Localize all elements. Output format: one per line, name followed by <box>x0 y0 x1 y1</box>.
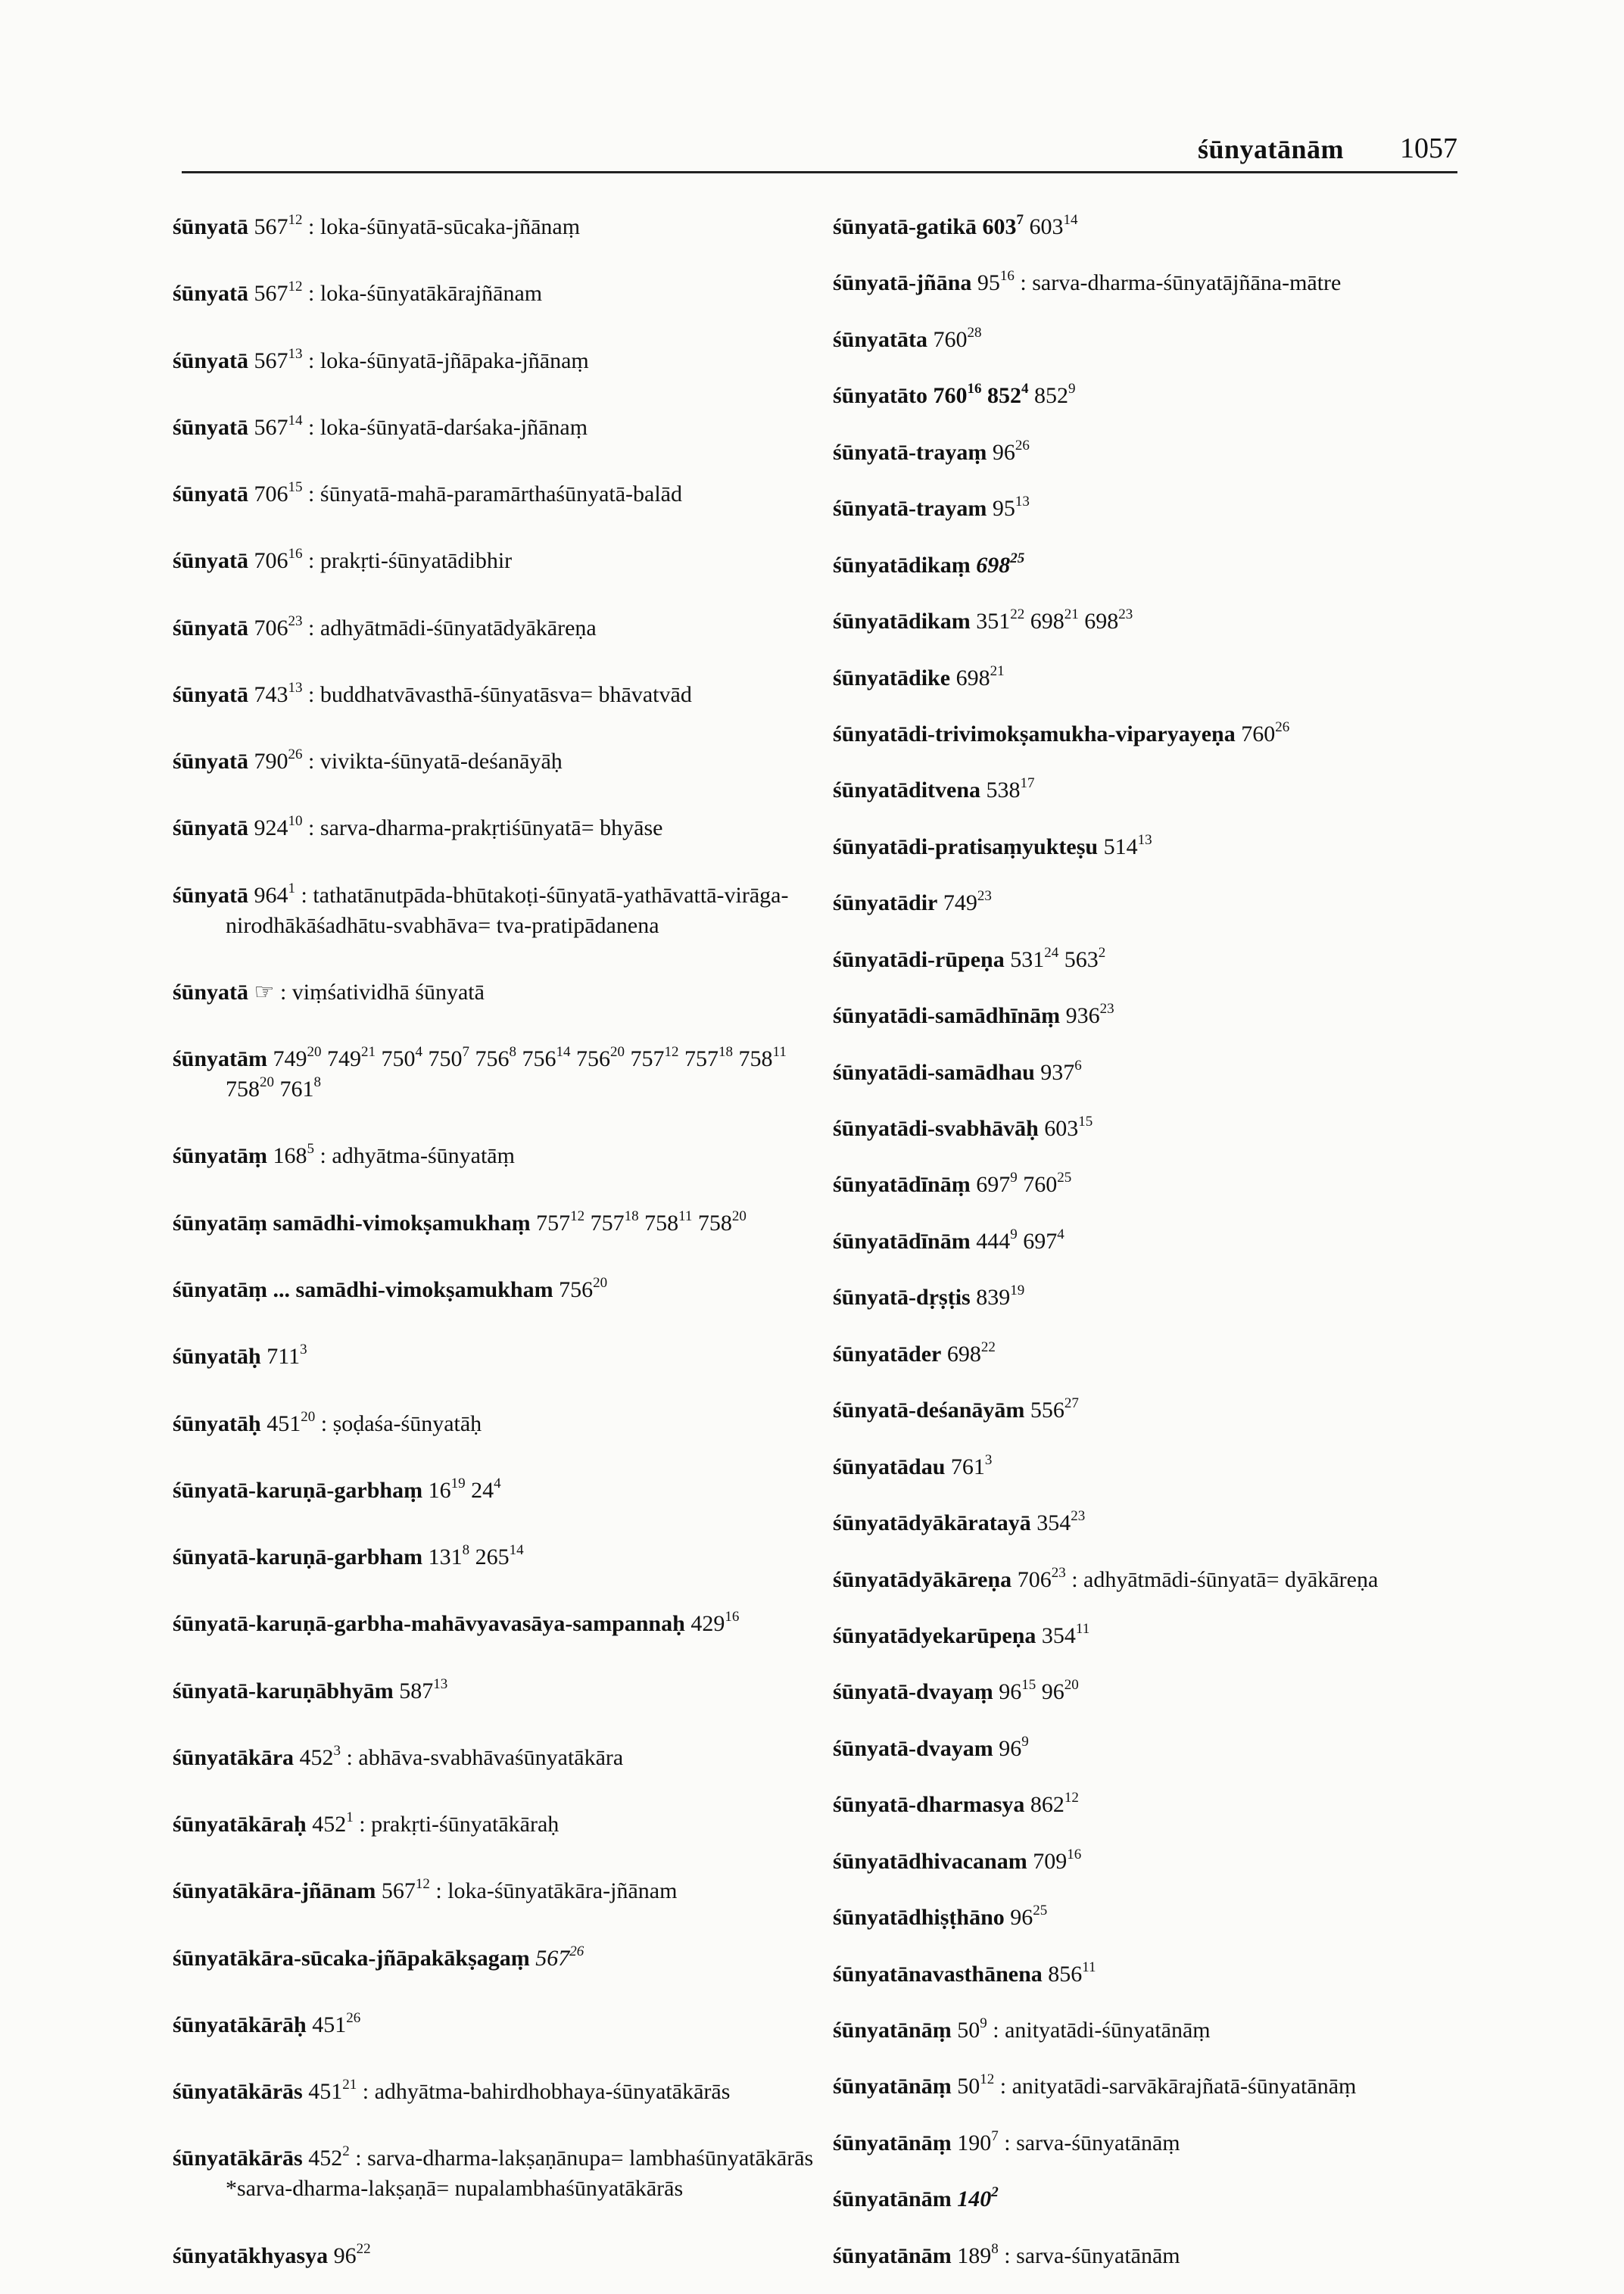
entry-separator: : <box>302 615 320 641</box>
entry-references: $96^{22}$ <box>333 2240 371 2268</box>
entry-headword: śūnyatā <box>173 681 249 707</box>
entry-headword: śūnyatā-trayam <box>833 496 987 522</box>
index-entry <box>833 719 1469 750</box>
entry-references: $937^6$ <box>1040 1057 1082 1085</box>
entry-references: $706^{23}$ <box>254 612 303 641</box>
entry-headword: śūnyatādi-pratisaṃyukteṣu <box>833 834 1099 859</box>
entry-gloss: loka-śūnyatākārajñānam <box>320 281 543 307</box>
entry-references: $567^{12}$ <box>254 279 303 307</box>
entry-references: $451^{20}$ <box>267 1408 316 1436</box>
entry-headword: śūnyatādīnāṃ <box>833 1172 971 1198</box>
index-entry <box>173 813 839 843</box>
entry-references: $190^7$ <box>957 2127 999 2155</box>
entry-gloss: loka-śūnyatā-jñāpaka-jñānaṃ <box>320 348 589 373</box>
entry-separator: : <box>998 2243 1017 2268</box>
entry-gloss: adhyātmādi-śūnyatā= dyākāreṇa <box>1083 1566 1379 1592</box>
index-entry <box>833 212 1469 242</box>
entry-references: $964^1$ <box>254 880 296 908</box>
entry-references: $709^{16}$ <box>1033 1846 1082 1874</box>
index-entry <box>173 881 839 941</box>
entry-references: $538^{17}$ <box>986 775 1035 803</box>
entry-references: ☞ <box>254 979 275 1005</box>
index-entry <box>833 1114 1469 1144</box>
entry-headword: śūnyatā-dvayaṃ <box>833 1679 993 1705</box>
index-entry <box>173 1342 839 1372</box>
index-entry <box>173 1609 839 1639</box>
entry-references: $567^{12}$ <box>254 212 303 239</box>
entry-headword: śūnyatākārāḥ <box>173 2012 307 2037</box>
entry-separator: : <box>1065 1566 1084 1592</box>
entry-references: $749^{20}$ $749^{21}$ $750^4$ $750^7$ $756^8$ $756^{14}$ $756^{20}$ $757^{12}$ $757^{18}$ $758^{11}$ $758^{20}$ $761^8$ <box>226 1044 787 1102</box>
entry-headword: śūnyatāḥ <box>173 1410 261 1436</box>
index-entry <box>833 2015 1469 2046</box>
entry-references: $757^{12}$ $757^{18}$ $758^{11}$ $758^{20}$ <box>536 1208 747 1236</box>
index-entry <box>173 546 839 576</box>
entry-headword: śūnyatānavasthānena <box>833 1961 1043 1987</box>
entry-headword: śūnyatā <box>173 348 249 373</box>
entry-headword: śūnyatādi-samādhau <box>833 1059 1035 1085</box>
entry-gloss: sarva-śūnyatānām <box>1016 2243 1180 2268</box>
entry-references: $706^{15}$ <box>254 479 303 507</box>
entry-references: $452^2$ <box>308 2143 350 2171</box>
entry-separator: : <box>998 2130 1017 2155</box>
entry-headword: śūnyatā <box>173 414 249 440</box>
index-entry <box>173 1676 839 1706</box>
index-entry <box>173 346 839 376</box>
entry-headword: śūnyatā-dṛṣṭis <box>833 1285 971 1311</box>
entry-references: $452^3$ <box>299 1742 341 1770</box>
entry-references: $587^{13}$ <box>399 1675 448 1703</box>
entry-references: $749^{23}$ <box>943 888 992 916</box>
entry-headword: śūnyatānām <box>833 2243 952 2268</box>
entry-references: $698^{25}$ <box>976 550 1025 578</box>
entry-gloss: anityatādi-śūnyatānāṃ <box>1005 2018 1211 2043</box>
index-entry <box>173 1208 839 1239</box>
entry-headword: śūnyatādi-svabhāvāḥ <box>833 1116 1039 1141</box>
index-entry <box>173 212 839 242</box>
entry-gloss: ṣoḍaśa-śūnyatāḥ <box>332 1410 482 1436</box>
entry-separator: : <box>357 2079 375 2105</box>
index-entry <box>833 1903 1469 1933</box>
entry-gloss: sarva-dharma-lakṣaṇānupa= lambhaśūnyatākārās *sarva-dharma-lakṣaṇā= nupalambhaśūnyatākārās <box>226 2146 814 2202</box>
entry-references: $711^3$ <box>267 1342 307 1370</box>
index-entry <box>833 381 1469 411</box>
entry-references: $95^{16}$ <box>977 268 1015 296</box>
right-column <box>833 212 1469 2271</box>
entry-headword: śūnyatādīnām <box>833 1228 971 1254</box>
index-entry <box>833 1001 1469 1031</box>
entry-references: $760^{16}$ $852^4$ $852^9$ <box>933 381 1076 409</box>
entry-headword: śūnyatā <box>173 749 249 775</box>
entry-references: $603^7$ $603^{14}$ <box>982 212 1078 239</box>
entry-references: $567^{26}$ <box>535 1943 584 1971</box>
entry-references: $351^{22}$ $698^{21}$ $698^{23}$ <box>976 606 1133 634</box>
entry-headword: śūnyatāṃ ... samādhi-vimokṣamukham <box>173 1276 553 1302</box>
entry-headword: śūnyatā-dharmasya <box>833 1792 1025 1818</box>
entry-headword: śūnyatā-karuṇābhyām <box>173 1678 394 1703</box>
index-entry <box>833 1847 1469 1877</box>
entry-headword: śūnyatādikam <box>833 609 971 634</box>
entry-headword: śūnyatā <box>173 281 249 307</box>
entry-headword: śūnyatānāṃ <box>833 2130 952 2155</box>
index-entry <box>833 325 1469 355</box>
entry-headword: śūnyatāto <box>833 383 928 409</box>
entry-headword: śūnyatāṃ <box>173 1143 268 1169</box>
entry-headword: śūnyatādi-trivimokṣamukha-viparyayeṇa <box>833 721 1236 746</box>
entry-headword: śūnyatādhivacanam <box>833 1848 1027 1874</box>
index-entry <box>833 888 1469 918</box>
entry-references: $936^{23}$ <box>1065 1001 1114 1029</box>
entry-separator: : <box>1014 270 1033 296</box>
entry-gloss: prakṛti-śūnyatākāraḥ <box>371 1812 560 1837</box>
entry-gloss: buddhatvāvasthā-śūnyatāsva= bhāvatvād <box>320 681 692 707</box>
entry-separator: : <box>341 1744 359 1770</box>
index-entry <box>173 413 839 443</box>
entry-headword: śūnyatā-gatikā <box>833 214 977 239</box>
entry-headword: śūnyatā-karuṇā-garbha-mahāvyavasāya-sampannaḥ <box>173 1611 685 1637</box>
entry-headword: śūnyatādyākāreṇa <box>833 1566 1012 1592</box>
entry-references: $96^{26}$ <box>992 437 1030 465</box>
entry-headword: śūnyatānāṃ <box>833 2018 952 2043</box>
left-column <box>173 212 839 2271</box>
entry-headword: śūnyatā-karuṇā-garbham <box>173 1544 423 1570</box>
index-entry <box>173 2143 839 2204</box>
index-entry <box>173 1943 839 1974</box>
entry-separator: : <box>429 1878 448 1904</box>
entry-headword: śūnyatā-jñāna <box>833 270 972 296</box>
entry-references: $743^{13}$ <box>254 679 303 707</box>
entry-gloss: śūnyatā-mahā-paramārthaśūnyatā-balād <box>320 482 682 507</box>
entry-gloss: sarva-dharma-prakṛtiśūnyatā= bhyāse <box>320 815 663 841</box>
entry-references: $16^{19}$ $24^4$ <box>428 1475 501 1503</box>
index-entry <box>833 1226 1469 1257</box>
entry-references: $698^{21}$ <box>955 662 1005 690</box>
index-entry <box>833 1283 1469 1313</box>
entry-references: $140^2$ <box>957 2184 999 2212</box>
entry-references: $761^3$ <box>950 1451 993 1479</box>
index-entry <box>833 1452 1469 1482</box>
index-entry <box>173 1743 839 1773</box>
index-entry <box>833 1565 1469 1595</box>
entry-headword: śūnyatāder <box>833 1341 942 1367</box>
entry-headword: śūnyatāḥ <box>173 1344 261 1370</box>
index-entry <box>833 1790 1469 1820</box>
entry-gloss: viṃśatividhā śūnyatā <box>291 979 485 1005</box>
index-entry <box>173 1542 839 1572</box>
entry-separator: : <box>302 815 320 841</box>
entry-separator: : <box>315 1410 333 1436</box>
index-entry <box>173 977 839 1008</box>
entry-references: $50^9$ <box>957 2015 987 2043</box>
entry-headword: śūnyatādikaṃ <box>833 552 971 578</box>
entry-headword: śūnyatā <box>173 482 249 507</box>
entry-references: $856^{11}$ <box>1048 1959 1096 1987</box>
entry-references: $756^{20}$ <box>559 1274 608 1302</box>
index-entry <box>833 832 1469 862</box>
entry-separator: : <box>987 2018 1005 2043</box>
entry-separator: : <box>302 482 320 507</box>
entry-references: $354^{11}$ <box>1041 1620 1090 1648</box>
entry-gloss: prakṛti-śūnyatādibhir <box>320 548 513 574</box>
index-entry <box>833 1508 1469 1538</box>
index-entry <box>833 1170 1469 1200</box>
entry-gloss: adhyātma-bahirdhobhaya-śūnyatākārās <box>374 2079 731 2105</box>
index-entry <box>833 1734 1469 1764</box>
entry-separator: : <box>295 882 313 908</box>
entry-gloss: abhāva-svabhāvaśūnyatākāra <box>358 1744 624 1770</box>
index-entry <box>173 479 839 510</box>
entry-headword: śūnyatā <box>173 882 249 908</box>
index-entry <box>173 746 839 777</box>
entry-headword: śūnyatā <box>173 214 249 239</box>
index-entry <box>833 2184 1469 2215</box>
entry-separator: : <box>353 1812 372 1837</box>
entry-gloss: loka-śūnyatā-darśaka-jñānaṃ <box>320 414 588 440</box>
index-entry <box>833 1058 1469 1088</box>
index-entry <box>173 613 839 644</box>
entry-headword: śūnyatā-dvayam <box>833 1735 993 1761</box>
index-entry <box>833 1677 1469 1707</box>
entry-separator: : <box>302 281 320 307</box>
index-entry <box>173 1876 839 1906</box>
index-entry <box>833 775 1469 806</box>
entry-references: $697^9$ $760^{25}$ <box>976 1170 1072 1198</box>
entry-headword: śūnyatāditvena <box>833 778 981 803</box>
entry-references: $96^{25}$ <box>1010 1903 1048 1931</box>
entry-headword: śūnyatādi-rūpeṇa <box>833 946 1005 972</box>
entry-headword: śūnyatādau <box>833 1454 946 1479</box>
entry-headword: śūnyatākhyasya <box>173 2243 329 2268</box>
entry-gloss: loka-śūnyatā-sūcaka-jñānaṃ <box>320 214 581 239</box>
entry-headword: śūnyatā-trayaṃ <box>833 439 987 465</box>
entry-headword: śūnyatām <box>173 1046 268 1072</box>
entry-separator: : <box>302 414 320 440</box>
entry-references: $567^{13}$ <box>254 345 303 373</box>
entry-headword: śūnyatā-deśanāyām <box>833 1398 1025 1423</box>
index-entry <box>173 2241 839 2271</box>
entry-references: $96^9$ <box>999 1733 1029 1761</box>
entry-separator: : <box>302 548 320 574</box>
entry-separator: : <box>302 749 320 775</box>
index-entry <box>173 2010 839 2040</box>
entry-gloss: vivikta-śūnyatā-deśanāyāḥ <box>320 749 563 775</box>
entry-references: $706^{16}$ <box>254 546 303 574</box>
entry-references: $567^{14}$ <box>254 412 303 440</box>
entry-headword: śūnyatā <box>173 815 249 841</box>
page-header <box>182 98 1457 173</box>
entry-headword: śūnyatādike <box>833 665 951 690</box>
entry-headword: śūnyatākārās <box>173 2146 303 2171</box>
entry-references: $839^{19}$ <box>976 1283 1025 1311</box>
entry-separator: : <box>302 681 320 707</box>
entry-headword: śūnyatādyekarūpeṇa <box>833 1622 1036 1648</box>
entry-references: $514^{13}$ <box>1103 831 1152 859</box>
entry-references: $924^{10}$ <box>254 813 303 841</box>
index-entry <box>833 1621 1469 1651</box>
page-number: 1057 <box>1400 132 1457 164</box>
entry-headword: śūnyatādir <box>833 890 938 916</box>
entry-references: $760^{28}$ <box>933 324 982 352</box>
entry-references: $354^{23}$ <box>1036 1508 1086 1536</box>
entry-headword: śūnyatānām <box>833 2186 952 2212</box>
index-entry <box>173 1476 839 1506</box>
entry-headword: śūnyatākāra-sūcaka-jñāpakākṣagaṃ <box>173 1945 530 1971</box>
entry-headword: śūnyatāta <box>833 326 928 352</box>
index-entry <box>833 1395 1469 1426</box>
entry-references: $96^{15}$ $96^{20}$ <box>999 1677 1079 1705</box>
entry-gloss: sarva-śūnyatānāṃ <box>1016 2130 1180 2155</box>
entry-references: $603^{15}$ <box>1044 1114 1093 1141</box>
entry-headword: śūnyatāṃ samādhi-vimokṣamukhaṃ <box>173 1210 531 1236</box>
entry-gloss: adhyātmādi-śūnyatādyākāreṇa <box>320 615 597 641</box>
entry-references: $451^{26}$ <box>312 2009 361 2037</box>
entry-separator: : <box>274 979 292 1005</box>
entry-references: $862^{12}$ <box>1030 1790 1079 1818</box>
index-entry <box>833 606 1469 637</box>
entry-references: $790^{26}$ <box>254 746 303 775</box>
entry-separator: : <box>302 214 320 239</box>
index-entry <box>173 1275 839 1305</box>
entry-separator: : <box>314 1143 332 1169</box>
index-entry <box>833 945 1469 975</box>
entry-references: $556^{27}$ <box>1030 1395 1079 1423</box>
entry-separator: : <box>349 2146 368 2171</box>
entry-references: $451^{21}$ <box>308 2077 357 2105</box>
entry-references: $760^{26}$ <box>1241 718 1290 746</box>
entry-references: $131^8$ $265^{14}$ <box>428 1542 524 1570</box>
entry-references: $189^8$ <box>957 2240 999 2268</box>
entry-references: $452^1$ <box>312 1809 354 1837</box>
entry-headword: śūnyatā <box>173 615 249 641</box>
index-entry <box>833 1959 1469 1990</box>
entry-gloss: adhyātma-śūnyatāṃ <box>332 1143 515 1169</box>
entry-headword: śūnyatākāra-jñānam <box>173 1878 376 1904</box>
index-entry <box>173 1141 839 1171</box>
entry-headword: śūnyatākāraḥ <box>173 1812 307 1837</box>
entry-references: $50^{12}$ <box>957 2071 995 2099</box>
index-entry <box>833 1339 1469 1370</box>
entry-references: $95^{13}$ <box>992 494 1030 522</box>
entry-gloss: sarva-dharma-śūnyatājñāna-mātre <box>1032 270 1342 296</box>
entry-references: $698^{22}$ <box>946 1339 996 1367</box>
running-head: śūnyatānām <box>1197 134 1344 164</box>
index-entry <box>833 2071 1469 2102</box>
index-entry <box>833 2241 1469 2271</box>
entry-headword: śūnyatā-karuṇā-garbhaṃ <box>173 1477 423 1503</box>
entry-headword: śūnyatādhiṣṭhāno <box>833 1905 1005 1931</box>
entry-references: $429^{16}$ <box>690 1609 740 1637</box>
entry-headword: śūnyatānāṃ <box>833 2074 952 2099</box>
index-entry <box>173 1044 839 1105</box>
entry-separator: : <box>302 348 320 373</box>
index-entry <box>833 550 1469 581</box>
entry-headword: śūnyatā <box>173 548 249 574</box>
index-entry <box>833 2128 1469 2158</box>
entry-gloss: anityatādi-sarvākārajñatā-śūnyatānāṃ <box>1011 2074 1357 2099</box>
entry-gloss: loka-śūnyatākāra-jñānam <box>447 1878 678 1904</box>
index-entry <box>173 2077 839 2107</box>
index-entry <box>833 663 1469 693</box>
entry-gloss: tathatānutpāda-bhūtakoṭi-śūnyatā-yathāvattā-virāga-nirodhākāśadhātu-svabhāva= tva-pratipādanena <box>226 882 789 938</box>
index-entry <box>173 279 839 309</box>
entry-headword: śūnyatā <box>173 979 249 1005</box>
index-entry <box>173 1409 839 1439</box>
index-entry <box>833 268 1469 298</box>
index-entry <box>833 438 1469 468</box>
index-entry <box>173 1809 839 1840</box>
entry-references: $444^9$ $697^4$ <box>976 1226 1064 1254</box>
entry-references: $706^{23}$ <box>1017 1564 1066 1592</box>
entry-headword: śūnyatādyākāratayā <box>833 1510 1031 1536</box>
entry-headword: śūnyatākāra <box>173 1744 295 1770</box>
entry-headword: śūnyatākārās <box>173 2079 303 2105</box>
entry-headword: śūnyatādi-samādhīnāṃ <box>833 1003 1061 1029</box>
index-entry <box>833 494 1469 524</box>
entry-references: $567^{12}$ <box>381 1876 430 1904</box>
index-entry <box>173 680 839 710</box>
entry-separator: : <box>994 2074 1012 2099</box>
entry-references: $168^5$ <box>273 1141 315 1169</box>
entry-references: $531^{24}$ $563^2$ <box>1010 944 1106 972</box>
